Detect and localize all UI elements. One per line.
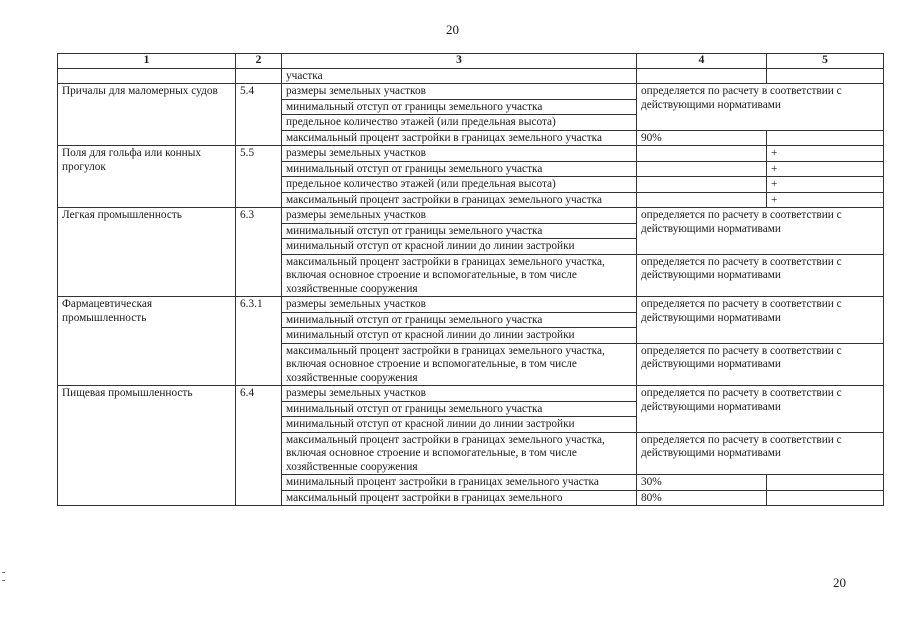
value-cell: определяется по расчету в соответствии с действующими нормативами [637, 386, 884, 433]
use-code-cell: 6.3.1 [236, 297, 282, 386]
mark-cell: + [767, 161, 884, 177]
use-name-cell [58, 68, 236, 84]
parameter-cell: минимальный отступ от границы земельного участка [282, 312, 637, 328]
value-cell: определяется по расчету в соответствии с действующими нормативами [637, 297, 884, 344]
use-name-cell: Фармацевтическая промышленность [58, 297, 236, 386]
parameter-cell: минимальный отступ от границы земельного участка [282, 223, 637, 239]
value-cell: определяется по расчету в соответствии с действующими нормативами [637, 343, 884, 386]
parameter-cell: предельное количество этажей (или предельная высота) [282, 115, 637, 131]
parameter-cell: максимальный процент застройки в границах земельного участка [282, 130, 637, 146]
parameter-cell: минимальный отступ от красной линии до линии застройки [282, 328, 637, 344]
parameter-cell: максимальный процент застройки в границах земельного участка [282, 192, 637, 208]
mark-cell [767, 475, 884, 491]
table-row [58, 208, 884, 224]
parameter-cell: размеры земельных участков [282, 208, 637, 224]
use-name-cell: Причалы для маломерных судов [58, 84, 236, 146]
col-header-4: 4 [637, 54, 767, 69]
value-cell [637, 146, 767, 162]
mark-cell: + [767, 146, 884, 162]
use-code-cell: 5.5 [236, 146, 282, 208]
parameter-cell: максимальный процент застройки в границах земельного [282, 490, 637, 506]
parameter-cell: максимальный процент застройки в границах земельного участка, включая основное строение и вспомогательные, в том числе хозяйственные сооружения [282, 343, 637, 386]
table-row [58, 84, 884, 100]
scan-mark [2, 580, 5, 581]
value-cell [637, 161, 767, 177]
value-cell: определяется по расчету в соответствии с действующими нормативами [637, 432, 884, 475]
use-code-cell: 6.4 [236, 386, 282, 506]
mark-cell: + [767, 192, 884, 208]
page-number-bottom: 20 [833, 575, 846, 590]
parameter-cell: минимальный отступ от красной линии до линии застройки [282, 417, 637, 433]
parameter-cell: размеры земельных участков [282, 146, 637, 162]
page-number-top: 20 [446, 22, 459, 37]
value-cell: определяется по расчету в соответствии с действующими нормативами [637, 208, 884, 255]
parameter-cell: размеры земельных участков [282, 297, 637, 313]
col-header-3: 3 [282, 54, 637, 69]
scan-mark [2, 572, 5, 573]
mark-cell: + [767, 177, 884, 193]
parameter-cell: минимальный процент застройки в границах земельного участка [282, 475, 637, 491]
parameter-cell: размеры земельных участков [282, 386, 637, 402]
use-code-cell: 6.3 [236, 208, 282, 297]
use-name-cell: Пищевая промышленность [58, 386, 236, 506]
parameter-cell: максимальный процент застройки в границах земельного участка, включая основное строение и вспомогательные, в том числе хозяйственные сооружения [282, 254, 637, 297]
value-cell: определяется по расчету в соответствии с действующими нормативами [637, 84, 884, 131]
parameter-cell: предельное количество этажей (или предельная высота) [282, 177, 637, 193]
parameter-cell: максимальный процент застройки в границах земельного участка, включая основное строение и вспомогательные, в том числе хозяйственные сооружения [282, 432, 637, 475]
value-cell [637, 192, 767, 208]
col-header-1: 1 [58, 54, 236, 69]
header-row [58, 54, 884, 69]
parameter-cell: участка [282, 68, 637, 84]
col-header-5: 5 [767, 54, 884, 69]
regulations-table [57, 53, 884, 506]
value-cell: 80% [637, 490, 767, 506]
value-cell: 90% [637, 130, 767, 146]
parameter-cell: минимальный отступ от границы земельного участка [282, 401, 637, 417]
table-row [58, 386, 884, 402]
table-row [58, 68, 884, 84]
value-cell: определяется по расчету в соответствии с действующими нормативами [637, 254, 884, 297]
value-cell [637, 177, 767, 193]
parameter-cell: минимальный отступ от красной линии до линии застройки [282, 239, 637, 255]
parameter-cell: размеры земельных участков [282, 84, 637, 100]
use-name-cell: Легкая промышленность [58, 208, 236, 297]
use-code-cell: 5.4 [236, 84, 282, 146]
value-cell: 30% [637, 475, 767, 491]
col-header-2: 2 [236, 54, 282, 69]
mark-cell [767, 130, 884, 146]
mark-cell [767, 68, 884, 84]
parameter-cell: минимальный отступ от границы земельного участка [282, 161, 637, 177]
mark-cell [767, 490, 884, 506]
use-name-cell: Поля для гольфа или конных прогулок [58, 146, 236, 208]
table-row [58, 297, 884, 313]
value-cell [637, 68, 767, 84]
parameter-cell: минимальный отступ от границы земельного участка [282, 99, 637, 115]
use-code-cell [236, 68, 282, 84]
table-row [58, 146, 884, 162]
